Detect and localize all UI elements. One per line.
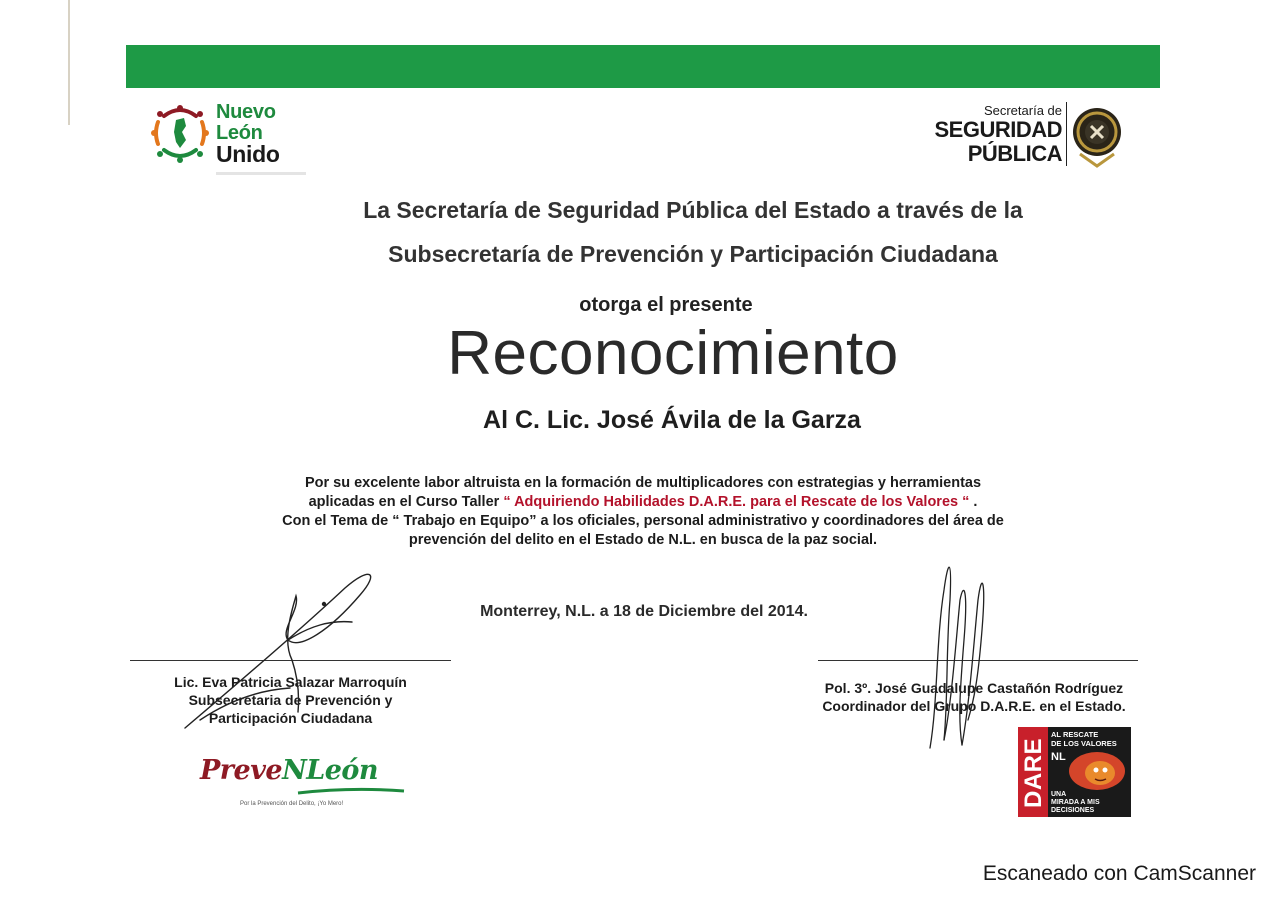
dare-bottom-3: DECISIONES	[1051, 807, 1095, 814]
preve-tagline: Por la Prevención del Delito, ¡Yo Mero!	[240, 801, 344, 807]
body-line-2-prefix: aplicadas en el Curso Taller	[308, 494, 504, 510]
body-line-2-suffix: .	[969, 494, 978, 510]
signatory-left	[130, 673, 451, 727]
nleon-text: NLeón	[282, 755, 379, 786]
header-green-bar	[126, 45, 1160, 88]
dare-nl: NL	[1051, 751, 1066, 763]
ssp-publica: PÚBLICA	[967, 141, 1062, 166]
preve-swoosh-icon	[296, 787, 406, 797]
signature-line-right	[818, 660, 1138, 661]
body-line-2	[225, 493, 1061, 512]
dare-bottom-2: MIRADA A MIS	[1051, 799, 1100, 806]
dare-top-1: AL RESCATE	[1051, 730, 1099, 739]
certificate-body	[225, 474, 1061, 550]
police-seal-icon	[1070, 102, 1124, 168]
signatory-left-role-2: Participación Ciudadana	[208, 710, 373, 726]
nlu-line2: León	[216, 122, 263, 144]
body-line-3: Con el Tema de “ Trabajo en Equipo” a los oficiales, personal administrativo y coordinadores del área de	[282, 513, 1004, 529]
seguridad-publica-logo	[930, 100, 1130, 170]
lion-mascot-icon	[1066, 751, 1128, 791]
camscanner-watermark: Escaneado con CamScanner	[982, 862, 1256, 885]
recipient-name: Al C. Lic. José Ávila de la Garza	[483, 406, 861, 434]
signatory-left-role-1: Subsecretaria de Prevención y	[188, 692, 393, 708]
signatory-right-name: Pol. 3º. José Guadalupe Castañón Rodríguez	[824, 680, 1124, 696]
nlu-line3: Unido	[216, 141, 280, 167]
ssp-seguridad: SEGURIDAD	[934, 117, 1062, 142]
preve-nl-leon-logo	[200, 755, 420, 815]
dare-vertical-text: DARE	[1020, 738, 1047, 809]
course-name: “ Adquiriendo Habilidades D.A.R.E. para el Rescate de los Valores “	[503, 494, 970, 510]
issue-date: Monterrey, N.L. a 18 de Diciembre del 2014.	[480, 603, 808, 620]
nlu-tagline-blur	[216, 172, 306, 175]
header-line-2: Subsecretaría de Prevención y Participación Ciudadana	[388, 241, 998, 267]
signatory-right-role: Coordinador del Grupo D.A.R.E. en el Estado.	[822, 698, 1126, 714]
dare-logo	[1018, 727, 1131, 817]
nlu-line1: Nuevo	[216, 101, 276, 123]
dare-top-2: DE LOS VALORES	[1051, 739, 1117, 748]
header-line-1: La Secretaría de Seguridad Pública del Estado a través de la	[363, 197, 1023, 223]
ssp-secretaria: Secretaría de	[983, 103, 1062, 118]
nuevo-leon-unido-logo	[150, 100, 310, 180]
ssp-divider	[1066, 102, 1067, 166]
certificate-title: Reconocimiento	[447, 319, 899, 388]
preve-text: Preve	[200, 755, 283, 786]
signatory-right	[800, 679, 1148, 715]
signature-line-left	[130, 660, 451, 661]
signatory-left-name: Lic. Eva Patricia Salazar Marroquín	[174, 674, 407, 690]
dare-bottom-1: UNA	[1051, 791, 1067, 798]
scan-edge	[68, 0, 70, 125]
nuevo-leon-emblem-icon	[150, 102, 210, 164]
body-line-4: prevención del delito en el Estado de N.L. en busca de la paz social.	[408, 532, 878, 548]
grant-text: otorga el presente	[579, 294, 753, 316]
body-line-1: Por su excelente labor altruista en la formación de multiplicadores con estrategias y herramientas	[304, 475, 982, 491]
